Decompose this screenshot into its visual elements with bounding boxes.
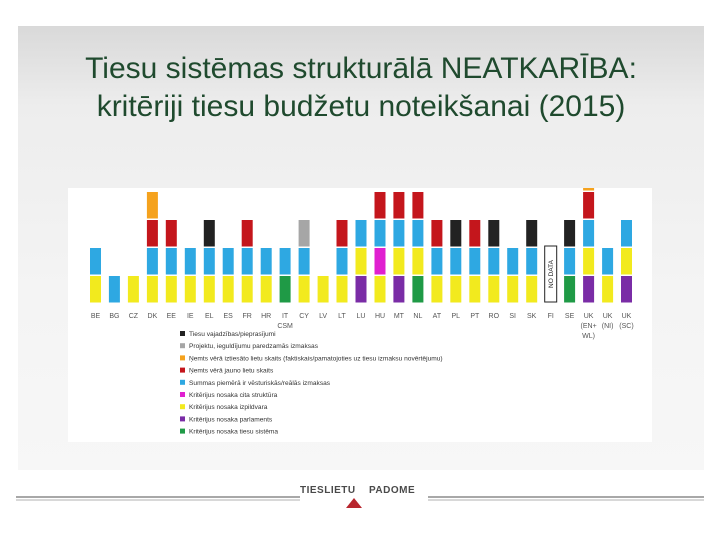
x-tick-label: WL) bbox=[582, 333, 596, 340]
bar-segment-pl-6 bbox=[450, 276, 461, 303]
bar-segment-ro-0 bbox=[488, 220, 499, 247]
bar-segment-hu-4 bbox=[375, 220, 386, 247]
legend-swatch bbox=[180, 380, 185, 385]
bar-segment-fr-3 bbox=[242, 220, 253, 247]
bar-segment-nl-6 bbox=[412, 248, 423, 275]
bar-segment-pl-0 bbox=[450, 220, 461, 247]
bar-segment-be-6 bbox=[90, 276, 101, 303]
x-tick-label: PL bbox=[451, 313, 461, 320]
x-tick-label: FI bbox=[547, 313, 554, 320]
footer-divider bbox=[16, 490, 704, 510]
bar-segment-bg-4 bbox=[109, 276, 120, 303]
x-tick-label: IT bbox=[281, 313, 289, 320]
bar-segment-lu-7 bbox=[356, 276, 367, 303]
bar-segment-mt-3 bbox=[393, 192, 404, 219]
x-tick-label: HR bbox=[261, 313, 272, 320]
x-tick-label: CSM bbox=[277, 323, 293, 330]
bar-segment-mt-7 bbox=[393, 276, 404, 303]
bar-segment-dk-6 bbox=[147, 276, 158, 303]
bar-segment-hu-3 bbox=[375, 192, 386, 219]
bar-segment-ro-4 bbox=[488, 248, 499, 275]
bar-segment-se-8 bbox=[564, 276, 575, 303]
legend-swatch bbox=[180, 343, 185, 348]
bar-segment-el-0 bbox=[204, 220, 215, 247]
bar-segment-ie-4 bbox=[185, 248, 196, 275]
legend-label: Summas piemērā ir vēsturiskās/reālās izmaksas bbox=[189, 379, 331, 387]
bar-segment-ro-6 bbox=[488, 276, 499, 303]
legend-swatch bbox=[180, 404, 185, 409]
bar-segment-ee-4 bbox=[166, 248, 177, 275]
bar-segment-ee-6 bbox=[166, 276, 177, 303]
bar-segment-hr-4 bbox=[261, 248, 272, 275]
bar-segment-si-6 bbox=[507, 276, 518, 303]
legend-label: Ņemts vērā iztiesāto lietu skaits (faktiskais/pamatojoties uz tiesu izmaksu novērtējumu) bbox=[189, 355, 443, 363]
bar-segment-pt-4 bbox=[469, 248, 480, 275]
bar-segment-lt-3 bbox=[337, 220, 348, 247]
x-tick-label: NL bbox=[413, 313, 423, 320]
legend-swatch bbox=[180, 368, 185, 373]
bar-segment-lu-6 bbox=[356, 248, 367, 275]
footer-brand-left: TIESLIETU bbox=[300, 485, 356, 496]
stacked-bar-chart bbox=[68, 188, 652, 442]
bar-segment-cy-4 bbox=[299, 248, 310, 275]
bar-segment-at-6 bbox=[431, 276, 442, 303]
bar-segment-dk-3 bbox=[147, 220, 158, 247]
x-tick-label: ES bbox=[223, 313, 233, 320]
legend-swatch bbox=[180, 416, 185, 421]
slide-title bbox=[18, 50, 704, 126]
bar-segment-fr-4 bbox=[242, 248, 253, 275]
x-tick-label: (SC) bbox=[619, 323, 634, 330]
bar-segment-se-0 bbox=[564, 220, 575, 247]
x-tick-label: UK bbox=[583, 313, 594, 320]
legend-label: Kritērijus nosaka parlaments bbox=[189, 416, 273, 424]
bar-segment-cz-6 bbox=[128, 276, 139, 303]
bar-segment-it-4 bbox=[280, 248, 291, 275]
x-tick-label: SE bbox=[564, 313, 575, 320]
title-line-1: Tiesu sistēmas strukturālā NEATKARĪBA: bbox=[85, 52, 637, 85]
legend-label: Kritērijus nosaka tiesu sistēma bbox=[189, 428, 279, 436]
x-tick-label: IE bbox=[186, 313, 194, 320]
x-tick-label: BG bbox=[109, 313, 120, 320]
x-tick-label: AT bbox=[432, 313, 442, 320]
bar-segment-pt-6 bbox=[469, 276, 480, 303]
x-tick-label: CY bbox=[299, 313, 309, 320]
x-tick-label: (EN+ bbox=[580, 323, 597, 330]
bar-segment-sk-4 bbox=[526, 248, 537, 275]
bar-segment-mt-6 bbox=[393, 248, 404, 275]
bar-segment-cy-1 bbox=[299, 220, 310, 247]
bar-segment-hu-6 bbox=[375, 276, 386, 303]
x-tick-label: (NI) bbox=[601, 323, 614, 330]
triangle-logo-icon bbox=[346, 498, 362, 508]
bar-segment-uk-en-wl--4 bbox=[583, 220, 594, 247]
bar-segment-lv-6 bbox=[318, 276, 329, 303]
bar-segment-si-4 bbox=[507, 248, 518, 275]
x-tick-label: DK bbox=[147, 313, 158, 320]
legend-label: Tiesu vajadzības/pieprasījumi bbox=[189, 331, 276, 338]
legend-label: Projektu, ieguldījumu paredzamās izmaksas bbox=[189, 343, 319, 351]
x-tick-label: EE bbox=[166, 313, 176, 320]
bar-segment-uk-en-wl--6 bbox=[583, 248, 594, 275]
bar-segment-uk-en-wl--3 bbox=[583, 192, 594, 219]
x-tick-label: LV bbox=[319, 313, 328, 320]
x-tick-label: UK bbox=[621, 313, 632, 320]
x-tick-label: LU bbox=[356, 313, 366, 320]
bar-segment-lt-6 bbox=[337, 276, 348, 303]
bar-segment-dk-2 bbox=[147, 192, 158, 219]
bar-segment-es-6 bbox=[223, 276, 234, 303]
x-tick-label: UK bbox=[602, 313, 613, 320]
bar-segment-sk-6 bbox=[526, 276, 537, 303]
bar-segment-at-4 bbox=[431, 248, 442, 275]
legend-label: Ņemts vērā jauno lietu skaits bbox=[189, 367, 274, 375]
legend-label: Kritērijus nosaka izpildvara bbox=[189, 404, 268, 412]
bar-segment-lt-4 bbox=[337, 248, 348, 275]
bar-segment-at-3 bbox=[431, 220, 442, 247]
bar-segment-dk-4 bbox=[147, 248, 158, 275]
bar-segment-uk-sc--7 bbox=[621, 276, 632, 303]
bar-segment-el-4 bbox=[204, 248, 215, 275]
legend-swatch bbox=[180, 429, 185, 434]
bar-segment-lu-4 bbox=[356, 220, 367, 247]
x-tick-label: CZ bbox=[128, 313, 139, 320]
bar-segment-it-8 bbox=[280, 276, 291, 303]
bar-segment-ee-3 bbox=[166, 220, 177, 247]
legend-swatch bbox=[180, 392, 185, 397]
footer-brand-right: PADOME bbox=[369, 485, 416, 496]
bar-segment-uk-en-wl--7 bbox=[583, 276, 594, 303]
bar-segment-uk-sc--4 bbox=[621, 220, 632, 247]
bar-segment-pt-3 bbox=[469, 220, 480, 247]
x-tick-label: SK bbox=[527, 313, 537, 320]
bar-segment-el-6 bbox=[204, 276, 215, 303]
x-tick-label: SI bbox=[509, 313, 517, 320]
bar-segment-se-4 bbox=[564, 248, 575, 275]
bar-segment-hu-5 bbox=[375, 248, 386, 275]
bar-segment-mt-4 bbox=[393, 220, 404, 247]
bar-segment-sk-0 bbox=[526, 220, 537, 247]
chart-panel bbox=[68, 188, 652, 442]
bar-segment-uk-ni--6 bbox=[602, 276, 613, 303]
x-tick-label: EL bbox=[205, 313, 214, 320]
x-tick-label: FR bbox=[242, 313, 252, 320]
bar-segment-uk-ni--4 bbox=[602, 248, 613, 275]
title-line-2: kritēriji tiesu budžetu noteikšanai (2015) bbox=[96, 90, 626, 123]
bar-segment-ie-6 bbox=[185, 276, 196, 303]
legend-swatch bbox=[180, 355, 185, 360]
x-tick-label: MT bbox=[393, 313, 404, 320]
bar-segment-es-4 bbox=[223, 248, 234, 275]
bar-segment-uk-sc--6 bbox=[621, 248, 632, 275]
bar-segment-nl-3 bbox=[412, 192, 423, 219]
bar-segment-pl-4 bbox=[450, 248, 461, 275]
x-tick-label: HU bbox=[374, 313, 386, 320]
x-tick-label: BE bbox=[90, 313, 101, 320]
bar-segment-hr-6 bbox=[261, 276, 272, 303]
bar-segment-nl-4 bbox=[412, 220, 423, 247]
bar-segment-cy-6 bbox=[299, 276, 310, 303]
bar-segment-be-4 bbox=[90, 248, 101, 275]
x-tick-label: LT bbox=[338, 313, 346, 320]
x-tick-label: PT bbox=[470, 313, 480, 320]
bar-segment-uk-en-wl--2 bbox=[583, 188, 594, 191]
no-data-label: NO DATA bbox=[548, 260, 556, 288]
bar-segment-nl-8 bbox=[412, 276, 423, 303]
x-tick-label: RO bbox=[488, 313, 500, 320]
bar-segment-fr-6 bbox=[242, 276, 253, 303]
legend-label: Kritērijus nosaka cita struktūra bbox=[189, 392, 278, 399]
legend-swatch bbox=[180, 331, 185, 336]
